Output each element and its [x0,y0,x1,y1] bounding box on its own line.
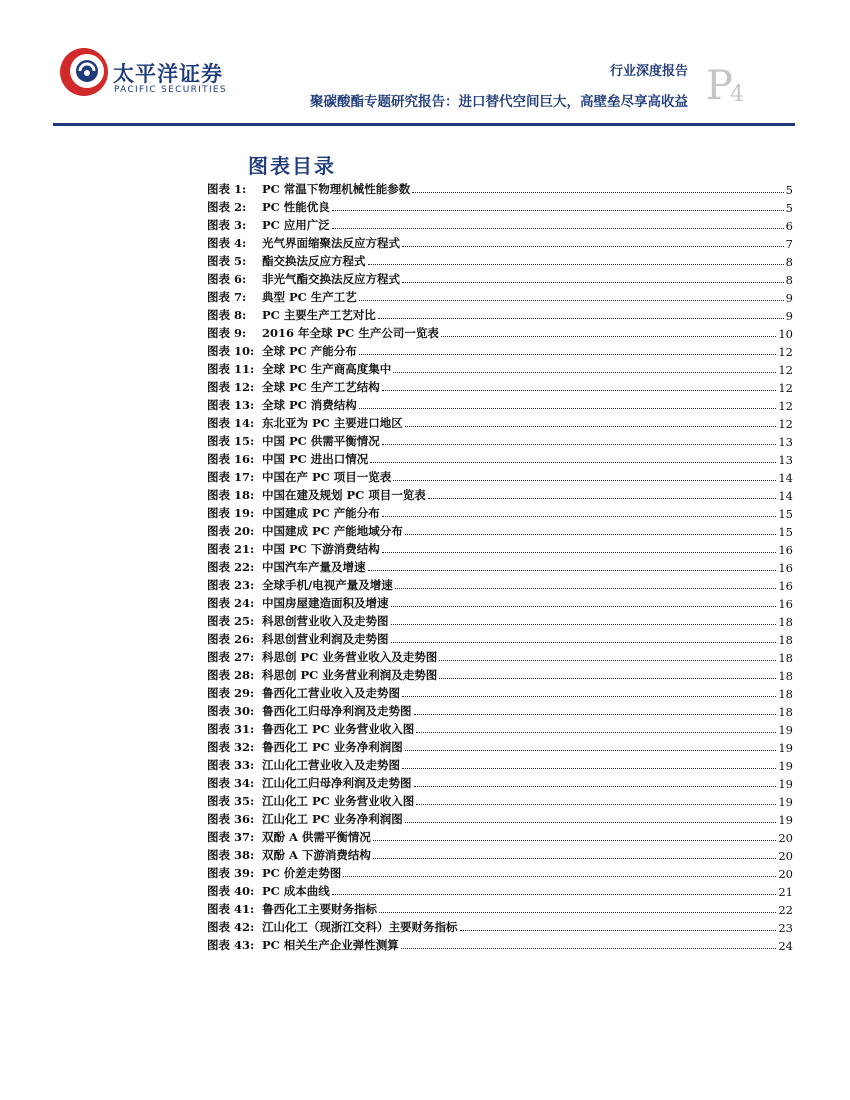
toc-entry-leader [441,336,777,337]
toc-entry-leader [402,282,784,283]
toc-entry-label: 图表 6: [207,272,247,286]
toc-entry-page: 12 [778,363,793,377]
toc-entry-label: 图表 19: [207,506,255,520]
company-logo [58,44,298,104]
toc-entry-page: 23 [778,921,793,935]
toc-entry-text: 鲁西化工 PC 业务净利润图 [262,740,403,754]
toc-entry-label: 图表 13: [207,398,255,412]
toc-entry[interactable] [207,827,793,845]
toc-entry[interactable] [207,773,793,791]
toc-entry-text: 中国汽车产量及增速 [262,560,366,574]
toc-entry-page: 19 [778,759,793,773]
toc-entry-page: 18 [778,669,793,683]
toc-entry-leader [402,768,776,769]
toc-entry-label: 图表 4: [207,236,247,250]
toc-entry-text: 中国 PC 进出口情况 [262,452,369,466]
toc-entry-page: 12 [778,345,793,359]
toc-entry-text: 东北亚为 PC 主要进口地区 [262,416,403,430]
toc-entry-leader [382,516,777,517]
toc-entry[interactable] [207,665,793,683]
toc-entry[interactable] [207,593,793,611]
toc-entry-label: 图表 25: [207,614,255,628]
toc-entry-text: 鲁西化工 PC 业务营业收入图 [262,722,415,736]
toc-entry-page: 18 [778,615,793,629]
toc-entry[interactable] [207,611,793,629]
toc-entry-label: 图表 9: [207,326,247,340]
toc-entry-leader [368,264,784,265]
toc-entry-text: PC 相关生产企业弹性测算 [262,938,399,952]
toc-entry-label: 图表 26: [207,632,255,646]
toc-entry-page: 19 [778,723,793,737]
toc-entry-page: 9 [785,309,793,323]
toc-entry[interactable] [207,179,793,197]
toc-entry-page: 9 [785,291,793,305]
toc-entry-page: 16 [778,597,793,611]
toc-entry-text: 鲁西化工归母净利润及走势图 [262,704,412,718]
toc-entry-label: 图表 41: [207,902,255,916]
toc-entry[interactable] [207,503,793,521]
brand-name-en: PACIFIC SECURITIES [114,85,227,95]
toc-entry-label: 图表 42: [207,920,255,934]
toc-entry-label: 图表 20: [207,524,255,538]
toc-entry-leader [395,588,777,589]
toc-entry-page: 16 [778,579,793,593]
toc-entry-leader [378,318,784,319]
toc-entry[interactable] [207,395,793,413]
toc-entry-text: 全球 PC 生产工艺结构 [262,380,380,394]
page-number: 4 [730,82,744,107]
toc-entry-label: 图表 5: [207,254,247,268]
toc-entry-page: 10 [778,327,793,341]
toc-entry-label: 图表 43: [207,938,255,952]
toc-entry-leader [416,732,776,733]
toc-entry-label: 图表 40: [207,884,255,898]
toc-entry[interactable] [207,341,793,359]
toc-entry[interactable] [207,377,793,395]
toc-entry-label: 图表 35: [207,794,255,808]
toc-entry-text: 科思创 PC 业务营业利润及走势图 [262,668,438,682]
toc-entry[interactable] [207,737,793,755]
toc-entry-leader [401,948,777,949]
toc-entry-page: 21 [778,885,793,899]
toc-entry-text: PC 应用广泛 [262,218,330,232]
toc-entry-text: 全球 PC 产能分布 [262,344,357,358]
toc-entry-label: 图表 32: [207,740,255,754]
toc-entry-page: 18 [778,633,793,647]
toc-entry[interactable] [207,269,793,287]
toc-entry[interactable] [207,917,793,935]
toc-entry-label: 图表 18: [207,488,255,502]
toc-entry-page: 14 [778,489,793,503]
toc-entry-text: 典型 PC 生产工艺 [262,290,357,304]
toc-entry-leader [373,840,776,841]
toc-entry-text: 科思创营业收入及走势图 [262,614,389,628]
toc-entry-label: 图表 37: [207,830,255,844]
toc-entry-label: 图表 36: [207,812,255,826]
toc-entry-label: 图表 17: [207,470,255,484]
toc-entry-page: 19 [778,777,793,791]
toc-entry[interactable] [207,305,793,323]
toc-entry-leader [402,696,776,697]
toc-entry-label: 图表 31: [207,722,255,736]
toc-entry[interactable] [207,863,793,881]
toc-entry-label: 图表 27: [207,650,255,664]
toc-entry-page: 14 [778,471,793,485]
toc-entry-label: 图表 10: [207,344,255,358]
toc-entry-text: 光气界面缩聚法反应方程式 [262,236,400,250]
toc-entry-page: 18 [778,651,793,665]
toc-entry-leader [359,354,777,355]
toc-entry-text: 中国房屋建造面积及增速 [262,596,389,610]
toc-entry-leader [439,678,776,679]
toc-entry[interactable] [207,449,793,467]
toc-entry[interactable] [207,845,793,863]
toc-entry[interactable] [207,215,793,233]
toc-entry[interactable] [207,233,793,251]
toc-entry-label: 图表 12: [207,380,255,394]
toc-entry-page: 8 [785,255,793,269]
toc-entry-leader [460,930,777,931]
toc-entry-page: 24 [778,939,793,953]
toc-entry[interactable] [207,413,793,431]
toc-entry-page: 7 [785,237,793,251]
toc-entry-text: PC 主要生产工艺对比 [262,308,376,322]
toc-entry-leader [370,462,776,463]
toc-entry[interactable] [207,287,793,305]
toc-entry-text: 非光气酯交换法反应方程式 [262,272,400,286]
toc-entry-label: 图表 28: [207,668,255,682]
toc-entry-text: 中国建成 PC 产能地域分布 [262,524,403,538]
toc-entry[interactable] [207,629,793,647]
toc-entry-page: 20 [778,867,793,881]
toc-entry-text: 双酚 A 下游消费结构 [262,848,371,862]
toc-entry-text: 江山化工 PC 业务营业收入图 [262,794,415,808]
toc-entry-page: 18 [778,687,793,701]
toc-entry-text: 中国在建及规划 PC 项目一览表 [262,488,426,502]
toc-entry-label: 图表 29: [207,686,255,700]
toc-entry-leader [332,210,784,211]
toc-entry-text: 江山化工营业收入及走势图 [262,758,400,772]
toc-entry-text: 中国 PC 下游消费结构 [262,542,380,556]
toc-list [207,179,793,953]
toc-entry-label: 图表 30: [207,704,255,718]
header-divider [53,123,795,126]
toc-entry-text: 江山化工归母净利润及走势图 [262,776,412,790]
toc-entry-page: 12 [778,417,793,431]
toc-entry-label: 图表 33: [207,758,255,772]
toc-entry-page: 19 [778,795,793,809]
toc-entry-page: 20 [778,831,793,845]
toc-entry[interactable] [207,521,793,539]
toc-entry-label: 图表 24: [207,596,255,610]
toc-entry[interactable] [207,683,793,701]
toc-entry-text: 2016 年全球 PC 生产公司一览表 [262,326,439,340]
toc-entry-text: PC 价差走势图 [262,866,342,880]
toc-entry-leader [391,606,777,607]
toc-entry-leader [428,498,777,499]
toc-entry[interactable] [207,197,793,215]
report-type: 行业深度报告 [609,64,688,79]
toc-entry-leader [368,570,777,571]
toc-entry-leader [382,390,777,391]
toc-entry-leader [373,858,776,859]
toc-entry-text: PC 成本曲线 [262,884,330,898]
toc-entry-leader [359,300,784,301]
toc-entry-leader [382,444,777,445]
toc-entry-page: 12 [778,399,793,413]
toc-entry-leader [391,642,777,643]
toc-entry-label: 图表 38: [207,848,255,862]
toc-entry-text: 鲁西化工营业收入及走势图 [262,686,400,700]
toc-entry-leader [416,804,776,805]
toc-entry-label: 图表 2: [207,200,247,214]
toc-entry-leader [412,192,783,193]
toc-entry-text: 江山化工 PC 业务净利润图 [262,812,403,826]
toc-entry-label: 图表 1: [207,182,247,196]
toc-entry-leader [391,624,777,625]
toc-entry-leader [405,750,777,751]
toc-entry-label: 图表 21: [207,542,255,556]
toc-entry-label: 图表 15: [207,434,255,448]
toc-entry[interactable] [207,881,793,899]
toc-entry-text: 全球 PC 生产商高度集中 [262,362,392,376]
toc-title: 图表目录 [248,154,336,178]
toc-entry-label: 图表 22: [207,560,255,574]
toc-entry-page: 15 [778,525,793,539]
toc-entry-text: PC 常温下物理机械性能参数 [262,182,411,196]
toc-entry[interactable] [207,935,793,953]
toc-entry-text: PC 性能优良 [262,200,330,214]
toc-entry-label: 图表 7: [207,290,247,304]
toc-entry-text: 中国 PC 供需平衡情况 [262,434,380,448]
toc-entry-leader [379,912,776,913]
logo-emblem-icon [58,44,110,100]
toc-entry-text: 中国在产 PC 项目一览表 [262,470,392,484]
page-prefix: P [706,63,733,109]
toc-entry-label: 图表 34: [207,776,255,790]
toc-entry[interactable] [207,791,793,809]
toc-entry-leader [393,372,776,373]
toc-entry-text: 双酚 A 供需平衡情况 [262,830,371,844]
toc-entry[interactable] [207,539,793,557]
toc-entry-leader [405,534,777,535]
toc-entry-leader [359,408,777,409]
toc-entry-label: 图表 39: [207,866,255,880]
toc-entry-leader [382,552,777,553]
toc-entry-text: 中国建成 PC 产能分布 [262,506,380,520]
toc-entry-page: 12 [778,381,793,395]
toc-entry-page: 22 [778,903,793,917]
toc-entry[interactable] [207,557,793,575]
toc-entry-leader [405,822,777,823]
toc-entry[interactable] [207,431,793,449]
toc-entry-text: 酯交换法反应方程式 [262,254,366,268]
toc-entry[interactable] [207,647,793,665]
toc-entry[interactable] [207,701,793,719]
toc-entry-text: 江山化工（现浙江交科）主要财务指标 [262,920,458,934]
toc-entry[interactable] [207,899,793,917]
toc-entry-page: 16 [778,561,793,575]
toc-entry-page: 15 [778,507,793,521]
toc-entry-page: 5 [785,183,793,197]
toc-entry[interactable] [207,575,793,593]
toc-entry-leader [402,246,784,247]
toc-entry-leader [343,876,776,877]
toc-entry-page: 13 [778,453,793,467]
toc-entry[interactable] [207,719,793,737]
toc-entry-page: 5 [785,201,793,215]
toc-entry[interactable] [207,359,793,377]
toc-entry-page: 13 [778,435,793,449]
toc-entry-page: 19 [778,741,793,755]
toc-entry-page: 6 [785,219,793,233]
toc-entry-text: 全球 PC 消费结构 [262,398,357,412]
toc-entry-label: 图表 23: [207,578,255,592]
toc-entry-page: 16 [778,543,793,557]
toc-entry-text: 全球手机/电视产量及增速 [262,578,393,592]
toc-entry[interactable] [207,251,793,269]
report-title: 聚碳酸酯专题研究报告：进口替代空间巨大，高壁垒尽享高收益 [310,94,688,110]
toc-entry-text: 科思创营业利润及走势图 [262,632,389,646]
toc-entry-label: 图表 14: [207,416,255,430]
toc-entry-leader [439,660,776,661]
toc-entry-leader [414,786,777,787]
brand-name-cn: 太平洋证券 [113,62,223,86]
toc-entry[interactable] [207,467,793,485]
toc-entry[interactable] [207,755,793,773]
toc-entry-label: 图表 11: [207,362,255,376]
toc-entry-leader [414,714,777,715]
toc-entry-text: 鲁西化工主要财务指标 [262,902,377,916]
toc-entry-label: 图表 16: [207,452,255,466]
toc-entry[interactable] [207,485,793,503]
toc-entry-page: 19 [778,813,793,827]
toc-entry[interactable] [207,323,793,341]
toc-entry-page: 8 [785,273,793,287]
toc-entry-text: 科思创 PC 业务营业收入及走势图 [262,650,438,664]
toc-entry-leader [332,228,784,229]
toc-entry[interactable] [207,809,793,827]
toc-entry-page: 20 [778,849,793,863]
toc-entry-label: 图表 3: [207,218,247,232]
toc-entry-leader [332,894,777,895]
toc-entry-leader [393,480,776,481]
toc-entry-page: 18 [778,705,793,719]
toc-entry-leader [405,426,777,427]
toc-entry-label: 图表 8: [207,308,247,322]
